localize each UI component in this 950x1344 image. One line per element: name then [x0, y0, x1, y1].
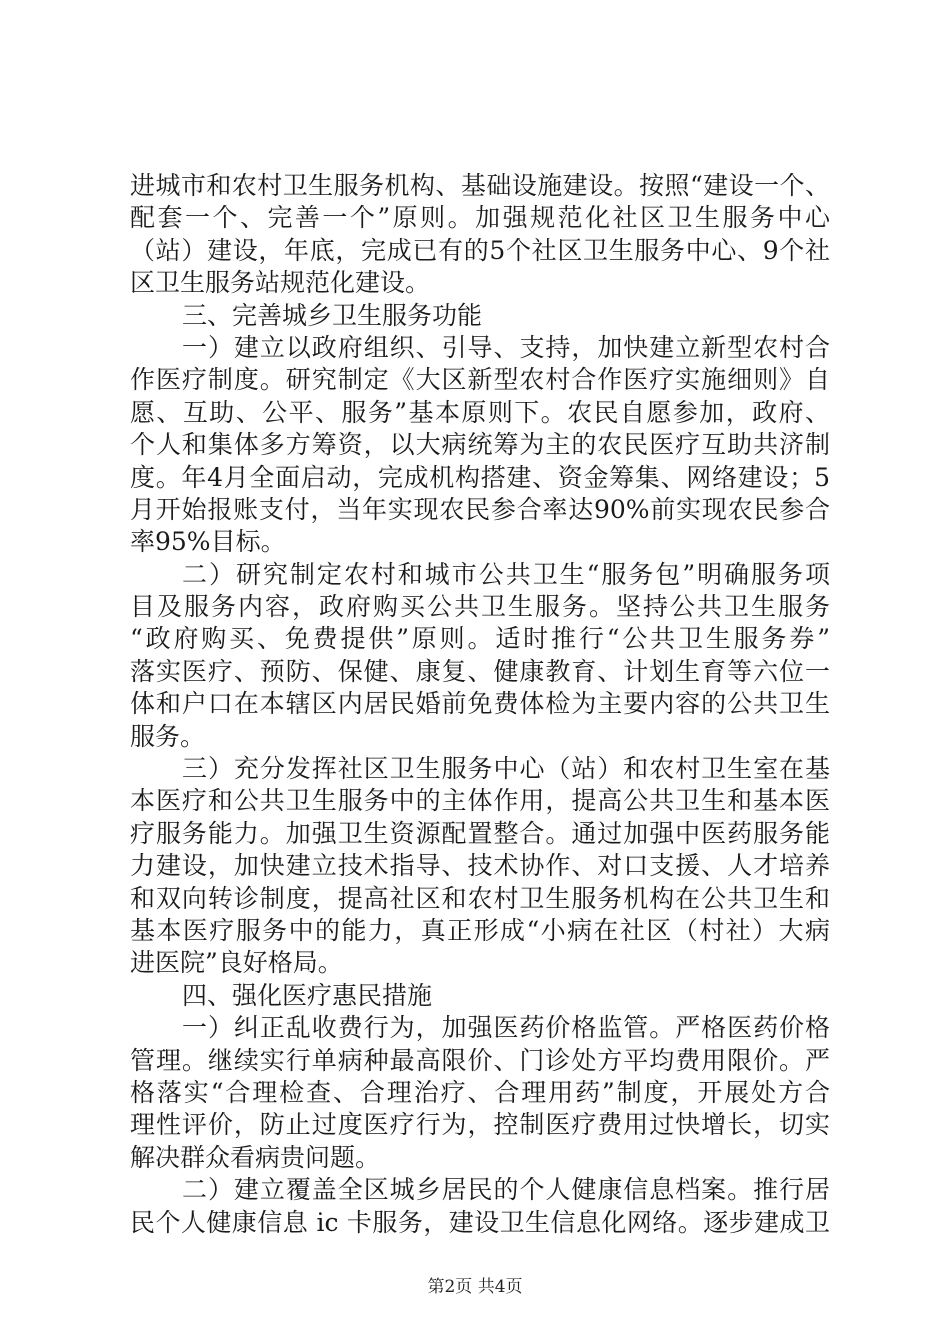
text-line: （站）建设，年底，完成已有的5个社区卫生服务中心、9个社: [130, 235, 830, 265]
text-line: 解决群众看病贵问题。: [130, 1142, 381, 1172]
text-line: 理性评价，防止过度医疗行为，控制医疗费用过快增长，切实: [130, 1110, 830, 1140]
text-line: 力建设，加快建立技术指导、技术协作、对口支援、人才培养: [130, 851, 830, 881]
text-line: 愿、互助、公平、服务”基本原则下。农民自愿参加，政府、: [130, 397, 830, 427]
text-line: 服务。: [130, 721, 206, 751]
text-line: 二）研究制定农村和城市公共卫生“服务包”明确服务项: [182, 559, 830, 589]
text-line: 本医疗和公共卫生服务中的主体作用，提高公共卫生和基本医: [130, 786, 830, 816]
section-heading: 四、强化医疗惠民措施: [182, 980, 433, 1010]
text-line: 一）纠正乱收费行为，加强医药价格监管。严格医药价格: [182, 1013, 830, 1043]
document-body: [130, 170, 830, 1239]
text-line: 基本医疗服务中的能力，真正形成“小病在社区（村社）大病: [130, 915, 830, 945]
text-line: 二）建立覆盖全区城乡居民的个人健康信息档案。推行居: [182, 1175, 830, 1205]
text-line: 配套一个、完善一个”原则。加强规范化社区卫生服务中心: [130, 203, 830, 233]
text-line: 格落实“合理检查、合理治疗、合理用药”制度，开展处方合: [130, 1077, 830, 1107]
text-line: 度。年4月全面启动，完成机构搭建、资金筹集、网络建设；5: [130, 462, 830, 492]
text-line: 体和户口在本辖区内居民婚前免费体检为主要内容的公共卫生: [130, 689, 830, 719]
text-line: 进城市和农村卫生服务机构、基础设施建设。按照“建设一个、: [130, 171, 830, 200]
text-line: 落实医疗、预防、保健、康复、健康教育、计划生育等六位一: [130, 656, 830, 686]
text-line: 个人和集体多方筹资，以大病统筹为主的农民医疗互助共济制: [130, 430, 830, 460]
text-line: 率95%目标。: [130, 527, 286, 557]
text-line: 月开始报账支付，当年实现农民参合率达90%前实现农民参合: [130, 494, 830, 524]
text-line: 一）建立以政府组织、引导、支持，加快建立新型农村合: [182, 332, 830, 362]
text-line: 作医疗制度。研究制定《大区新型农村合作医疗实施细则》自: [130, 365, 830, 395]
text-line: 疗服务能力。加强卫生资源配置整合。通过加强中医药服务能: [130, 818, 830, 848]
text-line: 管理。继续实行单病种最高限价、门诊处方平均费用限价。严: [130, 1045, 830, 1075]
text-line: 区卫生服务站规范化建设。: [130, 268, 431, 298]
text-line: 和双向转诊制度，提高社区和农村卫生服务机构在公共卫生和: [130, 883, 830, 913]
text-line: “政府购买、免费提供”原则。适时推行“公共卫生服务券”: [130, 624, 830, 654]
text-line: 民个人健康信息 ic 卡服务，建设卫生信息化网络。逐步建成卫: [130, 1207, 830, 1237]
section-heading: 三、完善城乡卫生服务功能: [182, 300, 483, 330]
text-line: 三）充分发挥社区卫生服务中心（站）和农村卫生室在基: [182, 754, 830, 784]
page-number: 第2页 共4页: [427, 1277, 523, 1297]
text-line: 目及服务内容，政府购买公共卫生服务。坚持公共卫生服务: [130, 592, 830, 622]
text-line: 进医院”良好格局。: [130, 948, 343, 978]
